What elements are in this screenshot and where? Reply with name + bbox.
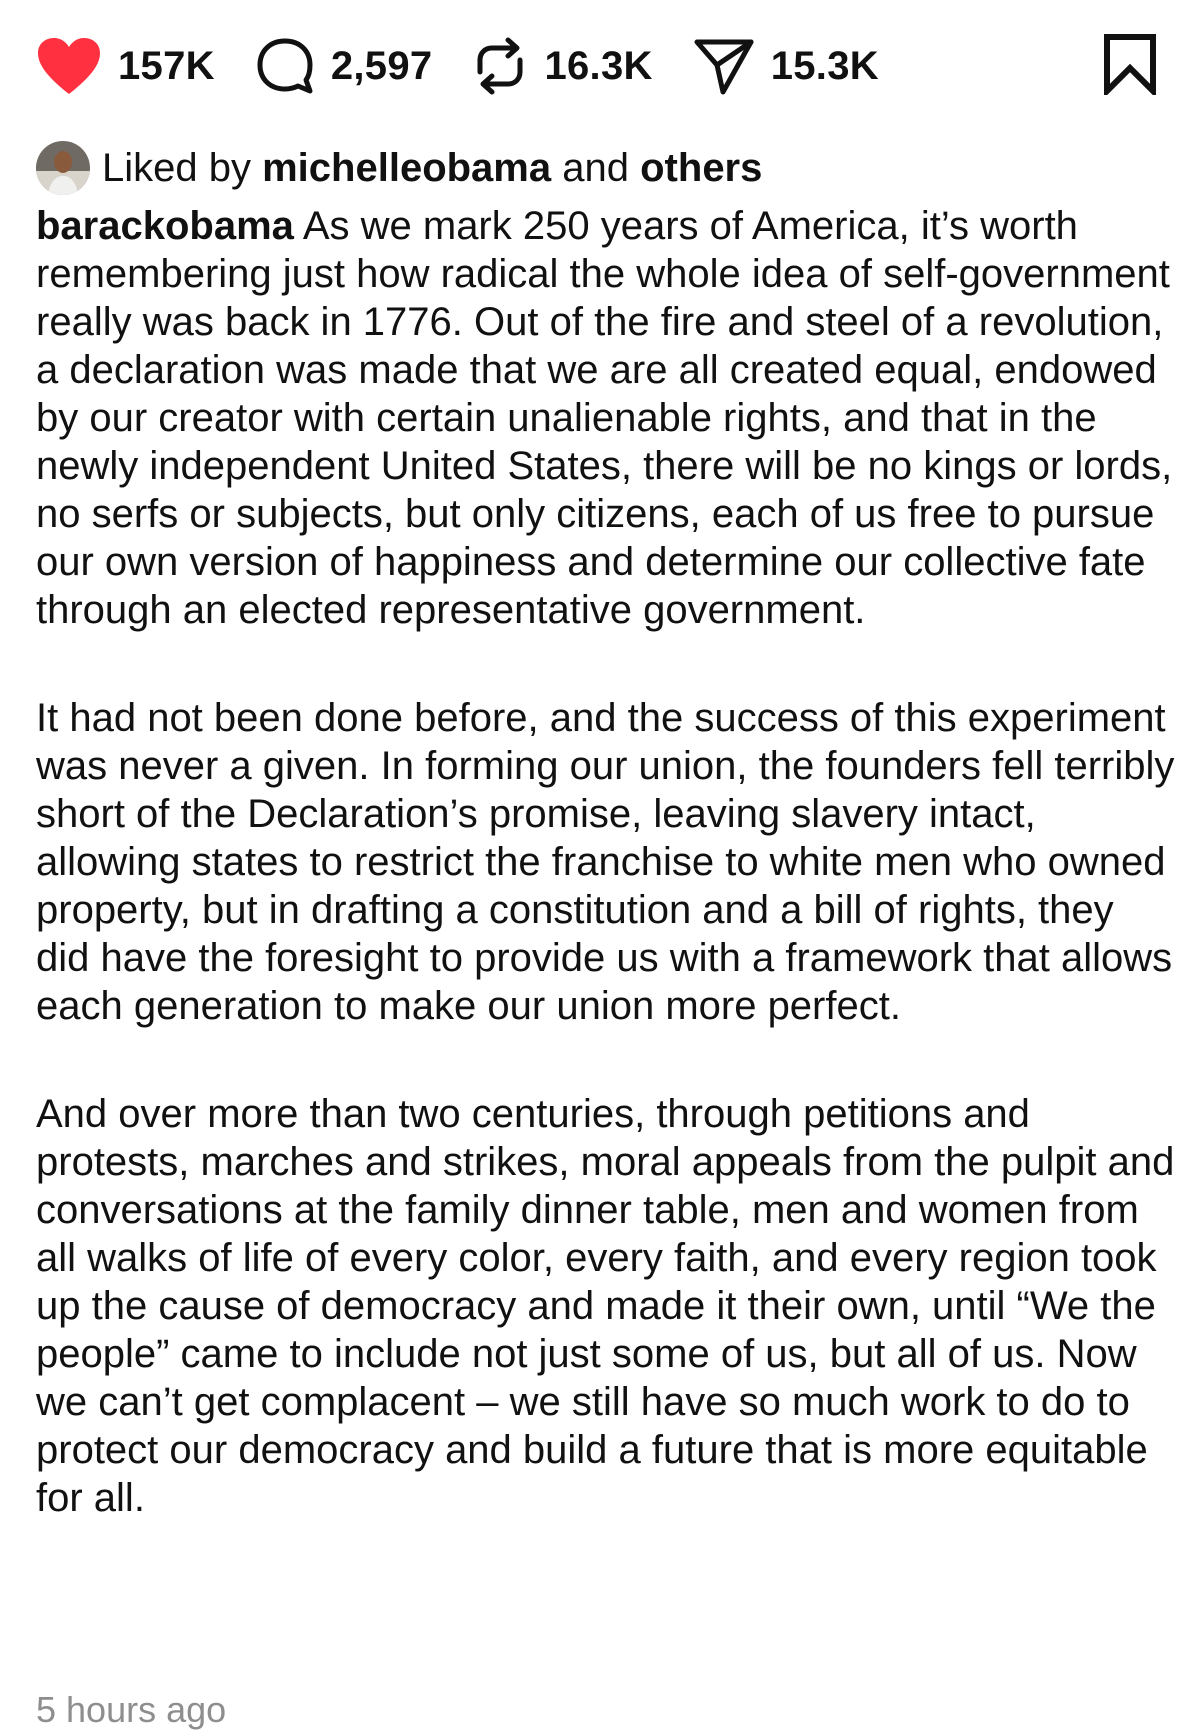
bookmark-icon	[1102, 82, 1158, 99]
heart-filled-icon	[36, 36, 102, 96]
paper-plane-icon	[693, 36, 755, 96]
caption-paragraph	[36, 202, 1176, 634]
share-button[interactable]	[693, 36, 879, 96]
comment-button[interactable]	[255, 36, 433, 96]
liked-by-joiner: and	[562, 146, 629, 190]
caption-text: As we mark 250 years of America, it’s worth remembering just how radical the whole idea of self-government really was back in 1776. Out of the fire and steel of a revolution, a declaration was made that we are all created equal, endowed by our creator with certain unalienable rights, and that in the newly independent United States, there will be no kings or lords, no serfs or subjects, but only citizens, each of us free to pursue our own version of happiness and determine our collective fate through an elected representative government.	[36, 204, 1173, 632]
liked-by-row	[36, 140, 762, 196]
speech-bubble-icon	[255, 36, 315, 96]
liked-by-user[interactable]: michelleobama	[262, 146, 552, 190]
repost-button[interactable]	[472, 36, 652, 96]
share-count: 15.3K	[770, 43, 879, 88]
comment-count: 2,597	[330, 43, 433, 88]
post-timestamp: 5 hours ago	[36, 1689, 227, 1730]
avatar[interactable]	[36, 141, 90, 195]
caption-paragraph: And over more than two centuries, through petitions and protests, marches and strikes, moral appeals from the pulpit and conversations at the family dinner table, men and women from all walks of life of every color, every faith, and every region took up the cause of democracy and made it their own, until “We the people” came to include not just some of us, but all of us. Now we can’t get complacent – we still have so much work to do to protect our democracy and build a future that is more equitable for all.	[36, 1092, 1175, 1520]
caption-paragraph: It had not been done before, and the success of this experiment was never a given. In forming our union, the founders fell terribly short of the Declaration’s promise, leaving slavery intact, allowing states to restrict the franchise to white men who owned property, but in drafting a constitution and a bill of rights, they did have the foresight to provide us with a framework that allows each generation to make our union more perfect.	[36, 696, 1175, 1028]
post-caption	[36, 202, 1176, 1522]
repost-count: 16.3K	[544, 43, 653, 88]
like-count: 157K	[118, 43, 215, 88]
like-button[interactable]	[36, 36, 215, 96]
repost-arrows-icon	[472, 36, 528, 96]
post-action-bar	[36, 28, 1158, 104]
liked-by-prefix: Liked by	[102, 146, 251, 190]
liked-by-others[interactable]: others	[640, 146, 763, 190]
save-button[interactable]	[1102, 33, 1158, 100]
caption-username[interactable]: barackobama	[36, 204, 294, 248]
